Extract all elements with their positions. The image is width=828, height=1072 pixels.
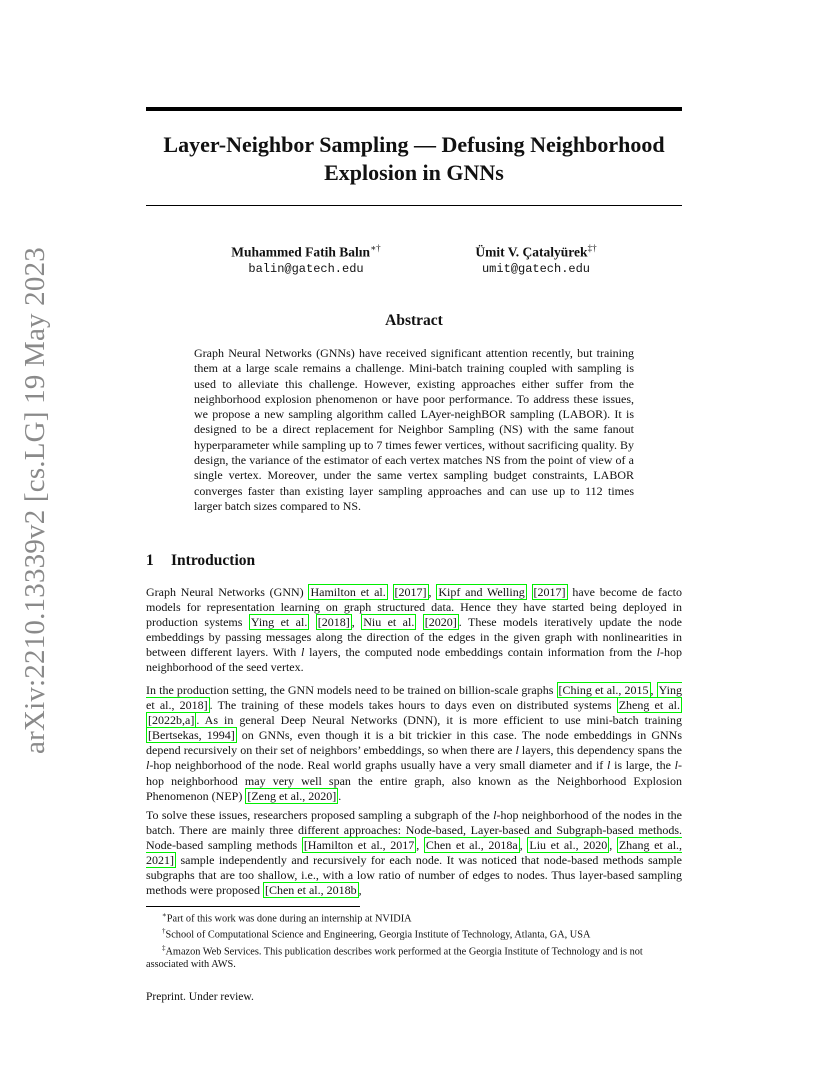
intro-paragraph-2: In the production setting, the GNN models need to be trained on billion-scale graphs [Ching et al., 2015 , Ying et al., 2018] . The training of these models takes hours to days even on distributed systems Zheng et al. [2022b,a] . As in general Deep Neural Networks (DNN), it is more efficient to use mini-batch training [Bertsekas, 1994] on GNNs, even though it is a bit trickier in this case. The node embeddings in GNNs depend recursively on their set of neighbors’ embeddings, so when there are l layers, this dependency spans the l-hop neighborhood of the node. Real world graphs usually have a very small diameter and if l is large, the l-hop neighborhood may very well span the entire graph, also known as the Neighborhood Explosion Phenomenon (NEP) [Zeng et al., 2020] . [146,683,683,803]
footnote-1: ∗Part of this work was done during an internship at NVIDIA [162,911,412,925]
intro-paragraph-3: To solve these issues, researchers proposed sampling a subgraph of the l-hop neighborhood of the nodes in the batch. There are mainly three different approaches: Node-based, Layer-based and Subgraph-based methods. Node-based sampling methods [Hamilton et al., 2017 , Chen et al., 2018a , Liu et al., 2020 , Zhang et al., 2021] sample independently and recursively for each node. It was noticed that node-based methods sample subgraphs that are too shallow, i.e., with a low ratio of number of edges to nodes. Thus layer-based sampling methods were proposed [Chen et al., 2018b , [146,808,683,898]
author-2-email: umit@gatech.edu [481,261,591,276]
citation-link[interactable]: Niu et al. [363,615,415,630]
intro-paragraph-1: Graph Neural Networks (GNN) Hamilton et al. [2017] , Kipf and Welling [2017] have become de facto models for representation learning on graph structured data. Hence they have started being deployed in production systems Ying et al. [2018] , Niu et al. [2020] . These models iteratively update the node embeddings by passing messages along the direction of the edges in the given graph with nonlinearities in between different layers. With l layers, the computed node embeddings contain information from the l-hop neighborhood of the seed vertex. [146,585,683,675]
preprint-note: Preprint. Under review. [146,991,254,1003]
abstract-heading: Abstract [385,312,443,329]
citation-link[interactable]: Ying et al., 2018] [146,683,683,713]
citation-link[interactable]: Kipf and Welling [438,585,525,599]
citation-link[interactable]: Ying et al. [250,615,308,630]
title-rule-top [146,107,682,111]
citation-link[interactable]: [Hamilton et al., 2017 [303,838,415,853]
title-rule-bottom [146,205,682,206]
footnotes [146,909,682,971]
citation-link[interactable]: Chen et al., 2018a [425,838,518,853]
abstract-text: Graph Neural Networks (GNNs) have received significant attention recently, but training them at a large scale remains a challenge. Mini-batch training coupled with sampling is used to alleviate this challenge. However, existing approaches either suffer from the neighborhood explosion phenomenon or have poor performance. To address these issues, we propose a new sampling algorithm called LAyer-neighBOR sampling (LABOR). It is designed to be a direct replacement for Neighbor Sampling (NS) with the same fanout hyperparameter while sampling up to 7 times fewer vertices, without sacrificing quality. By design, the variance of the estimator of each vertex matches NS from the point of view of a single vertex. Moreover, under the same vertex sampling budget constraints, LABOR converges faster than existing layer sampling approaches and can use up to 112 times larger batch sizes compared to NS. [194,346,634,513]
citation-link[interactable]: [Chen et al., 2018b [264,883,357,898]
citation-link[interactable]: Hamilton et al. [310,585,386,599]
citation-link[interactable]: [2022b,a] [148,713,195,728]
arxiv-identifier: arXiv:2210.13339v2 [cs.LG] 19 May 2023 [18,246,51,754]
footnote-rule [146,906,360,907]
footnote-2: †School of Computational Science and Engineering, Georgia Institute of Technology, Atlanta, GA, USA [162,927,591,941]
author-2-marks: ‡† [587,243,597,253]
citation-link[interactable]: Liu et al., 2020 [529,838,608,853]
author-1-name: Muhammed Fatih Balın [231,244,371,260]
title-line-2: Explosion in GNNs [324,160,504,185]
citation-link[interactable]: [2017] [394,585,427,599]
citation-link[interactable]: [Bertsekas, 1994] [148,728,235,743]
citation-link[interactable]: [2017] [533,585,566,599]
section-heading [146,552,255,570]
section-number: 1 [146,552,154,569]
author-1-marks: ∗† [370,243,381,253]
section-title: Introduction [171,552,256,569]
author-2 [436,240,636,277]
author-1-email: balin@gatech.edu [248,261,364,276]
citation-link[interactable]: [2018] [317,615,350,630]
citation-link[interactable]: [2020] [424,615,457,630]
paper-title [146,131,682,187]
citation-link[interactable]: [Ching et al., 2015 [558,683,649,697]
footnote-3: ‡Amazon Web Services. This publication describes work performed at the Georgia Institute of Technology and is not associated with AWS. [146,943,643,971]
citation-link[interactable]: Zhang et al., 2021] [146,838,683,868]
author-1 [206,240,406,277]
author-2-name: Ümit V. Çatalyürek [475,244,588,260]
title-line-1: Layer-Neighbor Sampling — Defusing Neighborhood [163,132,665,157]
citation-link[interactable]: [Zeng et al., 2020] [247,788,337,803]
citation-link[interactable]: Zheng et al. [618,698,680,713]
